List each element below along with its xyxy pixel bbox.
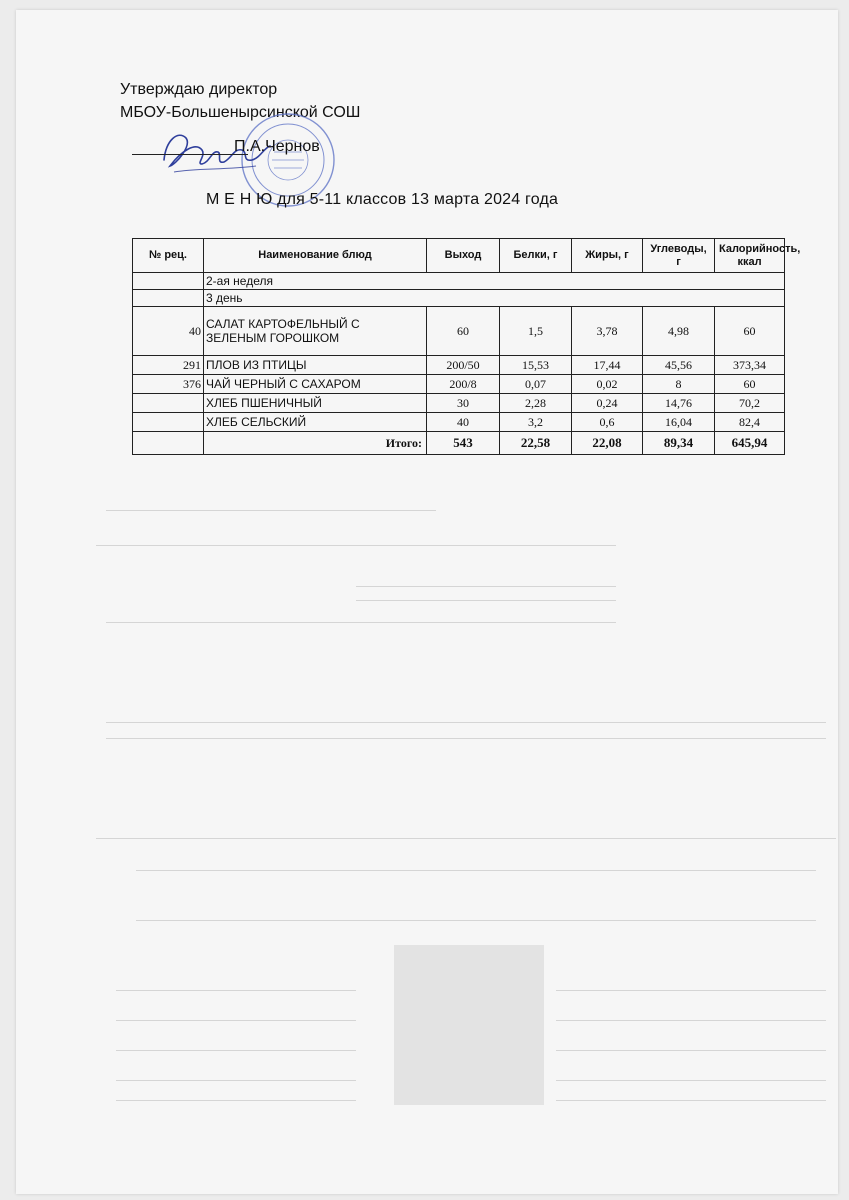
empty-cell [133, 432, 204, 455]
col-header-protein: Белки, г [500, 239, 572, 273]
col-header-kcal: Калорийность, ккал [715, 239, 785, 273]
ghost-text-line [556, 990, 826, 991]
fat-value: 0,6 [572, 413, 643, 432]
table-row [133, 356, 785, 375]
ghost-photo-block [394, 945, 544, 1105]
carbs-value: 4,98 [643, 307, 715, 356]
rec-number: 376 [133, 375, 204, 394]
carbs-value: 14,76 [643, 394, 715, 413]
output-value: 200/8 [427, 375, 500, 394]
kcal-value: 70,2 [715, 394, 785, 413]
protein-value: 3,2 [500, 413, 572, 432]
total-protein: 22,58 [500, 432, 572, 455]
kcal-value: 60 [715, 307, 785, 356]
dish-name: ЧАЙ ЧЕРНЫЙ С САХАРОМ [204, 375, 427, 394]
ghost-text-line [556, 1080, 826, 1081]
col-header-output: Выход [427, 239, 500, 273]
kcal-value: 373,34 [715, 356, 785, 375]
ghost-text-line [96, 545, 616, 546]
total-carbs: 89,34 [643, 432, 715, 455]
kcal-value: 82,4 [715, 413, 785, 432]
fat-value: 0,24 [572, 394, 643, 413]
empty-cell [133, 273, 204, 290]
table-row [133, 307, 785, 356]
ghost-text-line [106, 738, 826, 739]
total-kcal: 645,94 [715, 432, 785, 455]
ghost-text-line [556, 1020, 826, 1021]
output-value: 60 [427, 307, 500, 356]
protein-value: 1,5 [500, 307, 572, 356]
document-page [16, 10, 838, 1194]
menu-table [132, 238, 801, 455]
ghost-text-line [136, 920, 816, 921]
col-header-dish: Наименование блюд [204, 239, 427, 273]
ghost-text-line [116, 1100, 356, 1101]
ghost-text-line [356, 600, 616, 601]
week-row [133, 273, 785, 290]
table-header-row [133, 239, 785, 273]
output-value: 30 [427, 394, 500, 413]
ghost-text-line [116, 1080, 356, 1081]
protein-value: 2,28 [500, 394, 572, 413]
table-row [133, 375, 785, 394]
ghost-text-line [106, 722, 826, 723]
ghost-text-line [136, 870, 816, 871]
kcal-value: 60 [715, 375, 785, 394]
ghost-text-line [106, 622, 616, 623]
fat-value: 17,44 [572, 356, 643, 375]
rec-number [133, 394, 204, 413]
approval-line-1: Утверждаю директор [120, 81, 278, 98]
col-header-carbs: Углеводы, г [643, 239, 715, 273]
approval-line-3: П.А.Чернов [234, 138, 320, 155]
total-fat: 22,08 [572, 432, 643, 455]
protein-value: 15,53 [500, 356, 572, 375]
carbs-value: 8 [643, 375, 715, 394]
protein-value: 0,07 [500, 375, 572, 394]
total-output: 543 [427, 432, 500, 455]
ghost-text-line [116, 1020, 356, 1021]
fat-value: 3,78 [572, 307, 643, 356]
ghost-text-line [116, 1050, 356, 1051]
ghost-text-line [556, 1050, 826, 1051]
dish-name: ХЛЕБ СЕЛЬСКИЙ [204, 413, 427, 432]
approval-line-2: МБОУ-Большенырсинской СОШ [120, 104, 361, 121]
col-header-rec: № рец. [133, 239, 204, 273]
carbs-value: 16,04 [643, 413, 715, 432]
dish-name: ХЛЕБ ПШЕНИЧНЫЙ [204, 394, 427, 413]
rec-number: 291 [133, 356, 204, 375]
empty-cell [133, 290, 204, 307]
ghost-text-line [356, 586, 616, 587]
ghost-text-line [556, 1100, 826, 1101]
dish-name: ПЛОВ ИЗ ПТИЦЫ [204, 356, 427, 375]
rec-number: 40 [133, 307, 204, 356]
carbs-value: 45,56 [643, 356, 715, 375]
ghost-rule [96, 838, 836, 839]
col-header-fat: Жиры, г [572, 239, 643, 273]
week-label: 2-ая неделя [204, 273, 785, 290]
total-label: Итого: [204, 432, 427, 455]
table-row [133, 413, 785, 432]
ghost-text-line [116, 990, 356, 991]
rec-number [133, 413, 204, 432]
output-value: 200/50 [427, 356, 500, 375]
fat-value: 0,02 [572, 375, 643, 394]
total-row [133, 432, 785, 455]
menu-title: М Е Н Ю для 5-11 классов 13 марта 2024 года [206, 191, 559, 208]
output-value: 40 [427, 413, 500, 432]
day-label: 3 день [204, 290, 785, 307]
signature-line [132, 154, 248, 155]
ghost-text-line [106, 510, 436, 511]
dish-name: САЛАТ КАРТОФЕЛЬНЫЙ С ЗЕЛЕНЫМ ГОРОШКОМ [204, 307, 427, 356]
day-row [133, 290, 785, 307]
table-row [133, 394, 785, 413]
